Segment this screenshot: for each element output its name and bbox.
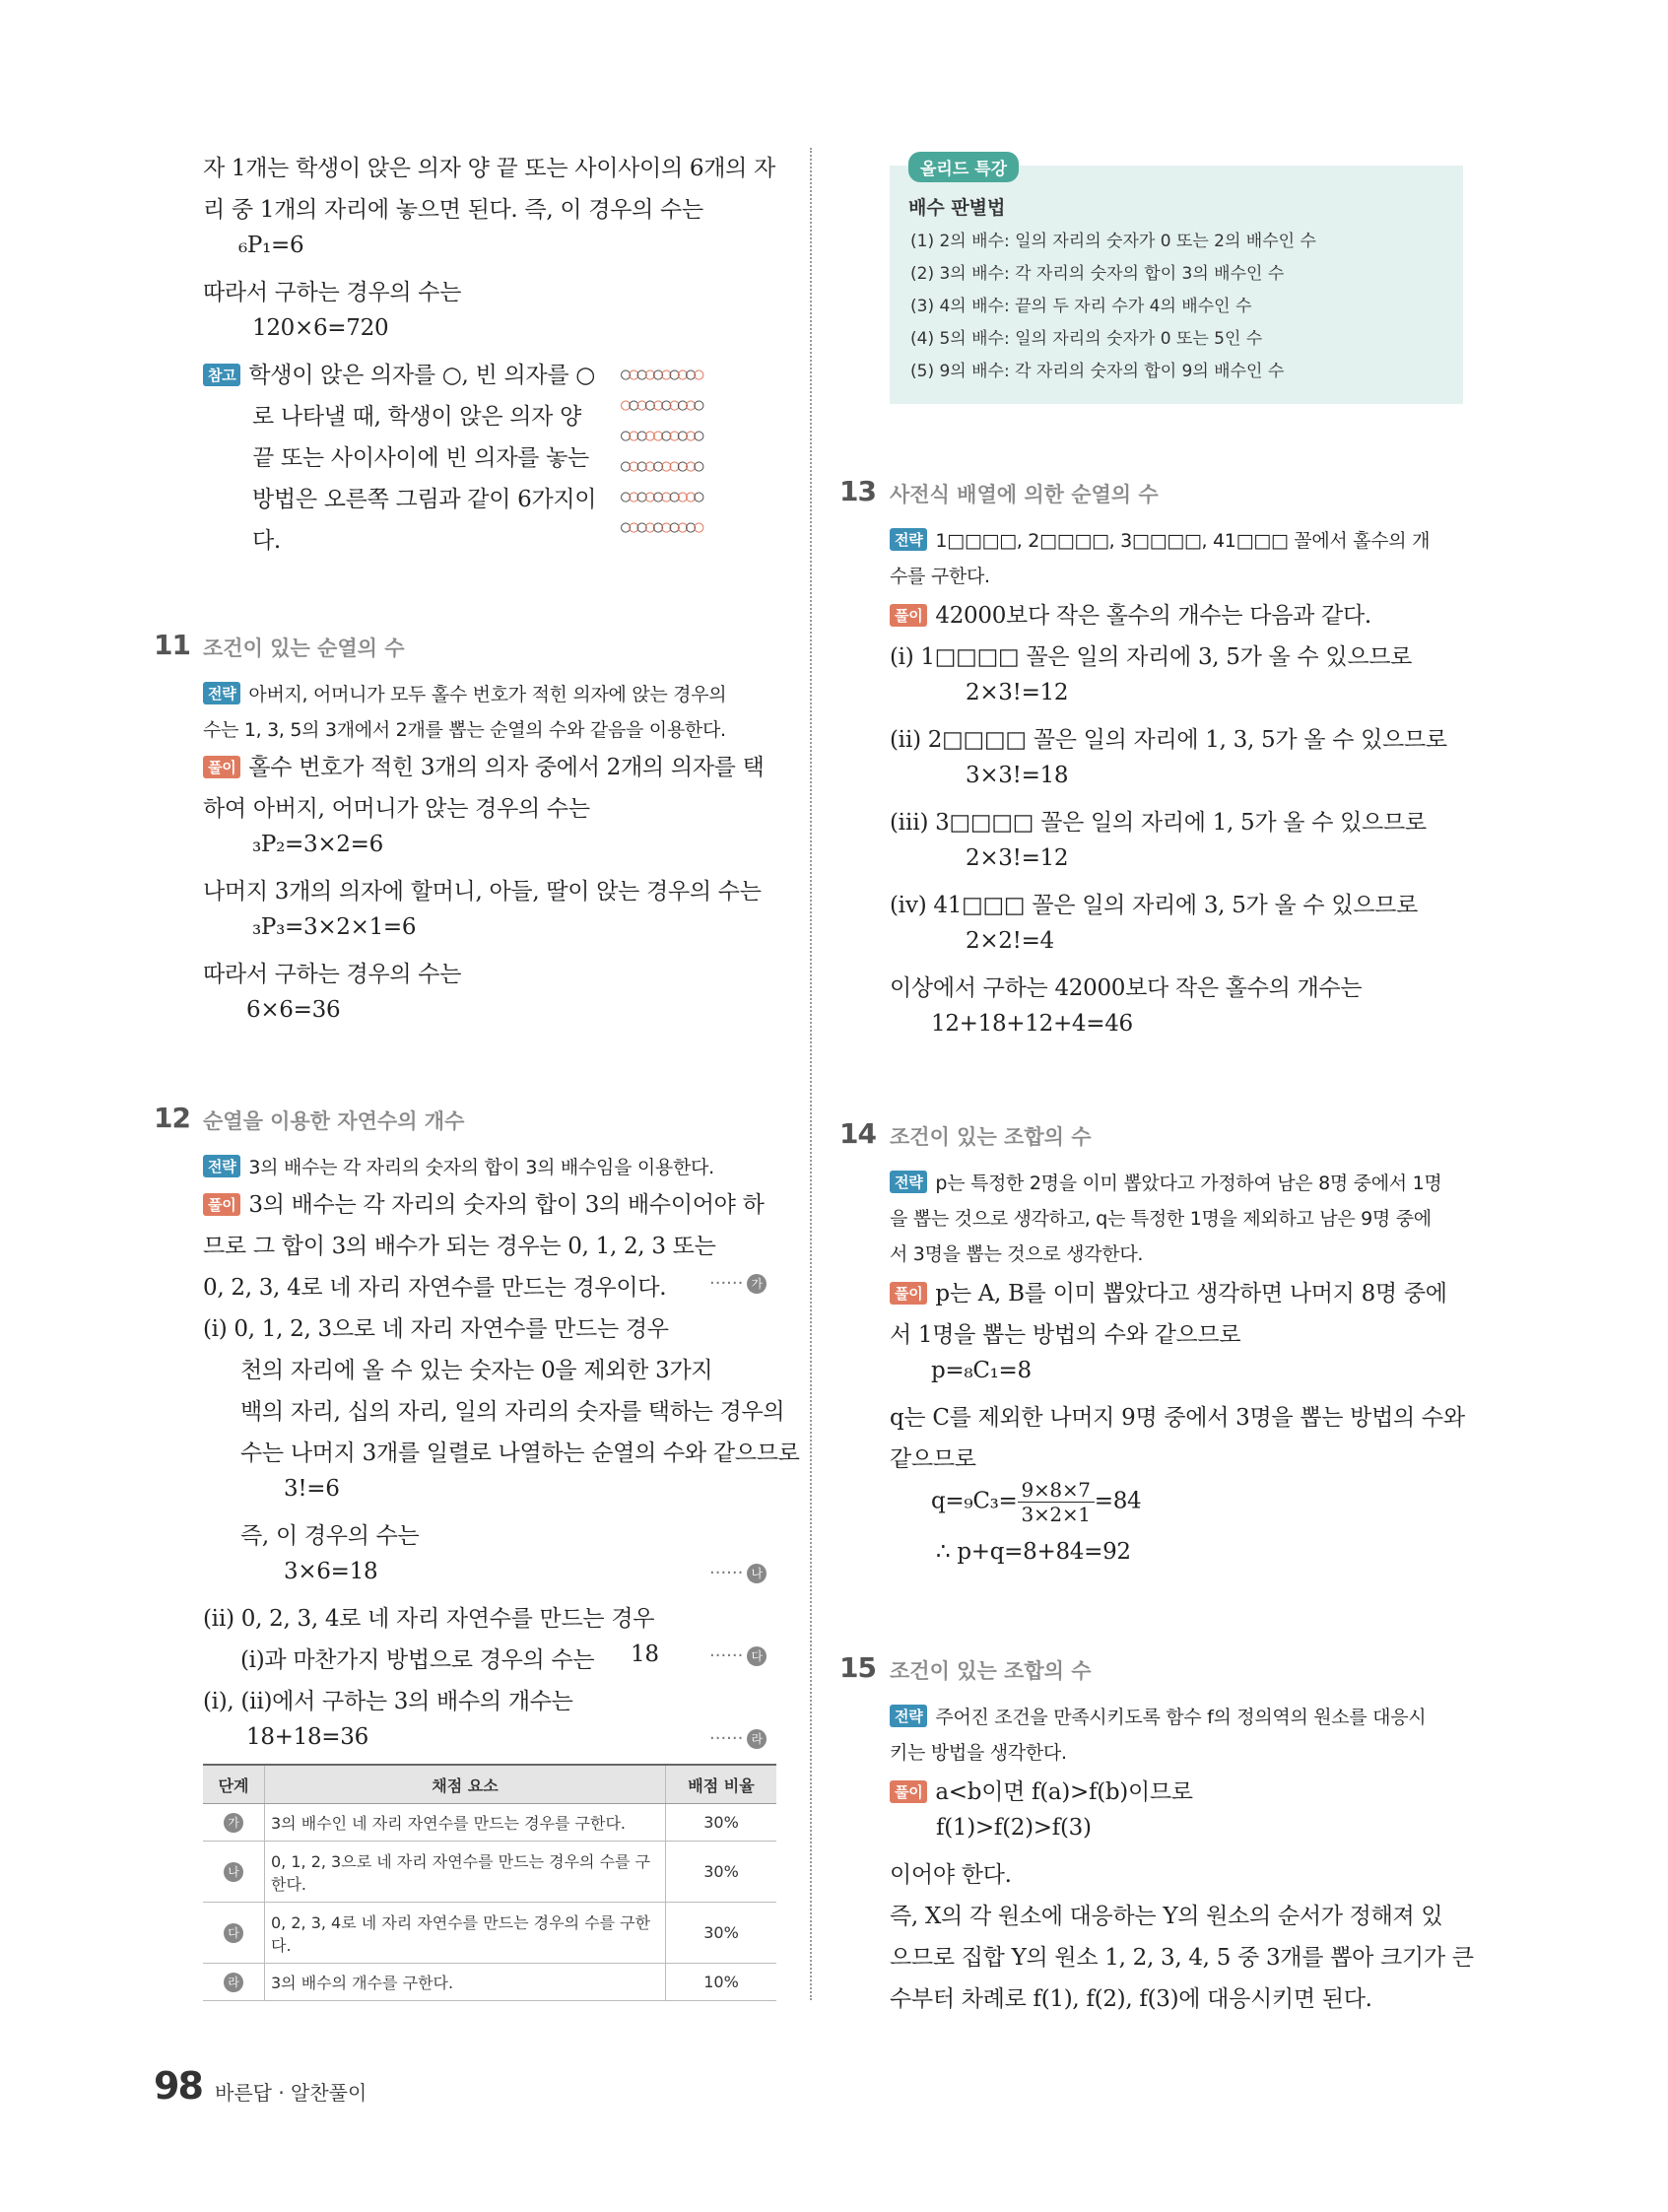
solution-line: (ⅰ) 1□□□□ 꼴은 일의 자리에 3, 5가 올 수 있으므로 bbox=[890, 644, 1413, 670]
solution-line: (ⅰ), (ⅱ)에서 구하는 3의 배수의 개수는 bbox=[203, 1689, 573, 1714]
solution-line: 풀이 42000보다 작은 홀수의 개수는 다음과 같다. bbox=[890, 597, 1371, 630]
solution-line: (ⅳ) 41□□□ 꼴은 일의 자리에 3, 5가 올 수 있으므로 bbox=[890, 893, 1418, 918]
note-line: 다. bbox=[252, 528, 281, 554]
question-number: 13 bbox=[839, 475, 876, 507]
grading-table bbox=[203, 1764, 776, 2001]
page-number: 98 bbox=[154, 2064, 202, 2108]
solution-line: 천의 자리에 올 수 있는 숫자는 0을 제외한 3가지 bbox=[240, 1358, 713, 1383]
solution-line: 풀이 3의 배수는 각 자리의 숫자의 합이 3의 배수이어야 하 bbox=[203, 1186, 765, 1219]
equation: 120×6=720 bbox=[252, 315, 389, 341]
equation: p=₈C₁=8 bbox=[931, 1358, 1032, 1383]
question-number: 14 bbox=[839, 1117, 876, 1150]
table-row bbox=[203, 1964, 776, 2001]
ratio-cell: 10% bbox=[666, 1964, 777, 2001]
solution-line: 즉, X의 각 원소에 대응하는 Y의 원소의 순서가 정해져 있 bbox=[890, 1904, 1443, 1929]
question-number: 12 bbox=[154, 1102, 190, 1134]
note-tag: 참고 bbox=[203, 364, 240, 386]
table-row bbox=[203, 1842, 776, 1903]
info-item: (2) 3의 배수: 각 자리의 숫자의 합이 3의 배수인 수 bbox=[910, 264, 1285, 284]
fraction: $\frac{9\times 8\times 7}{3\times 2\times 1}$ bbox=[1018, 1478, 1095, 1526]
solution-line: (ⅰ)과 마찬가지 방법으로 경우의 수는 bbox=[240, 1647, 595, 1673]
step-marker: ······ 다 bbox=[709, 1645, 767, 1666]
step-cell: 나 bbox=[203, 1842, 265, 1903]
strategy-line: 수를 구한다. bbox=[890, 566, 990, 587]
text-line: 따라서 구하는 경우의 수는 bbox=[203, 280, 462, 305]
equation: q=₉C₃= $\frac{9\times 8\times 7}{3\times 2\times 1}$ =84 bbox=[931, 1478, 1142, 1526]
strategy-line: 서 3명을 뽑는 것으로 생각한다. bbox=[890, 1243, 1144, 1265]
solution-line: (ⅰ) 0, 1, 2, 3으로 네 자리 자연수를 만드는 경우 bbox=[203, 1316, 669, 1342]
question-title: 조건이 있는 조합의 수 bbox=[890, 1659, 1092, 1683]
question-title: 순열을 이용한 자연수의 개수 bbox=[203, 1109, 465, 1133]
question-number: 15 bbox=[839, 1651, 876, 1684]
solution-line: 같으므로 bbox=[890, 1446, 976, 1472]
note-line: 참고 학생이 앉은 의자를 ○, 빈 의자를 ○ bbox=[203, 357, 595, 389]
info-item: (4) 5의 배수: 일의 자리의 숫자가 0 또는 5인 수 bbox=[910, 329, 1263, 349]
info-title: 배수 판별법 bbox=[908, 197, 1006, 219]
solution-tag: 풀이 bbox=[890, 604, 927, 627]
solution-line: (ⅲ) 3□□□□ 꼴은 일의 자리에 1, 5가 올 수 있으므로 bbox=[890, 810, 1427, 836]
column-divider bbox=[810, 148, 812, 2000]
solution-line: 즉, 이 경우의 수는 bbox=[240, 1523, 420, 1549]
equation: ₃P₃=3×2×1=6 bbox=[252, 914, 417, 940]
seat-diagram: ○○○○○○○○○○ ○○○○○○○○○○ ○○○○○○○○○○ ○○○○○○○○○○ ○○○○○○○○○○ ○○○○○○○○○○ bbox=[621, 365, 702, 537]
table-header: 배점 비율 bbox=[666, 1765, 777, 1804]
info-item: (3) 4의 배수: 끝의 두 자리 수가 4의 배수인 수 bbox=[910, 297, 1252, 316]
equation: 2×3!=12 bbox=[966, 845, 1069, 871]
item-cell: 0, 1, 2, 3으로 네 자리 자연수를 만드는 경우의 수를 구한다. bbox=[265, 1842, 666, 1903]
solution-line: 나머지 3개의 의자에 할머니, 아들, 딸이 앉는 경우의 수는 bbox=[203, 879, 762, 905]
solution-line: (ⅱ) 0, 2, 3, 4로 네 자리 자연수를 만드는 경우 bbox=[203, 1606, 655, 1632]
item-cell: 3의 배수의 개수를 구한다. bbox=[265, 1964, 666, 2001]
info-item: (1) 2의 배수: 일의 자리의 숫자가 0 또는 2의 배수인 수 bbox=[910, 232, 1316, 251]
equation: 18 bbox=[631, 1642, 659, 1667]
strategy-line: 전략 1□□□□, 2□□□□, 3□□□□, 41□□□ 꼴에서 홀수의 개 bbox=[890, 526, 1430, 553]
table-header-row bbox=[203, 1765, 776, 1804]
strategy-tag: 전략 bbox=[890, 1705, 927, 1727]
info-tab: 올리드 특강 bbox=[908, 152, 1019, 182]
equation: ₆P₁=6 bbox=[238, 233, 304, 258]
equation: 3!=6 bbox=[284, 1476, 340, 1502]
ratio-cell: 30% bbox=[666, 1903, 777, 1964]
item-cell: 0, 2, 3, 4로 네 자리 자연수를 만드는 경우의 수를 구한다. bbox=[265, 1903, 666, 1964]
step-marker: ······ 라 bbox=[709, 1728, 767, 1749]
equation: 18+18=36 bbox=[246, 1724, 368, 1750]
equation: 3×6=18 bbox=[284, 1559, 378, 1584]
equation: 3×3!=18 bbox=[966, 763, 1069, 788]
equation: ∴ p+q=8+84=92 bbox=[936, 1539, 1131, 1565]
equation: 6×6=36 bbox=[246, 997, 341, 1023]
step-cell: 다 bbox=[203, 1903, 265, 1964]
equation: 2×2!=4 bbox=[966, 928, 1054, 954]
item-cell: 3의 배수인 네 자리 자연수를 만드는 경우를 구한다. bbox=[265, 1804, 666, 1842]
solution-line: 풀이 p는 A, B를 이미 뽑았다고 생각하면 나머지 8명 중에 bbox=[890, 1275, 1447, 1307]
solution-line: 서 1명을 뽑는 방법의 수와 같으므로 bbox=[890, 1322, 1241, 1348]
footer-label: 바른답 · 알찬풀이 bbox=[215, 2081, 367, 2105]
solution-line: q는 C를 제외한 나머지 9명 중에서 3명을 뽑는 방법의 수와 bbox=[890, 1405, 1465, 1431]
strategy-line: 수는 1, 3, 5의 3개에서 2개를 뽑는 순열의 수와 같음을 이용한다. bbox=[203, 719, 726, 741]
solution-tag: 풀이 bbox=[203, 1193, 240, 1216]
strategy-line: 전략 아버지, 어머니가 모두 홀수 번호가 적힌 의자에 앉는 경우의 bbox=[203, 680, 726, 706]
strategy-tag: 전략 bbox=[203, 682, 240, 704]
info-item: (5) 9의 배수: 각 자리의 숫자의 합이 9의 배수인 수 bbox=[910, 362, 1285, 381]
equation: 12+18+12+4=46 bbox=[931, 1011, 1133, 1037]
solution-tag: 풀이 bbox=[203, 756, 240, 778]
solution-line: 으므로 집합 Y의 원소 1, 2, 3, 4, 5 중 3개를 뽑아 크기가 큰 bbox=[890, 1945, 1474, 1971]
ratio-cell: 30% bbox=[666, 1804, 777, 1842]
solution-line: 수부터 차례로 f(1), f(2), f(3)에 대응시키면 된다. bbox=[890, 1986, 1372, 2012]
solution-line: 하여 아버지, 어머니가 앉는 경우의 수는 bbox=[203, 796, 590, 822]
strategy-tag: 전략 bbox=[890, 1171, 927, 1193]
solution-line: 따라서 구하는 경우의 수는 bbox=[203, 962, 462, 987]
solution-line: 이어야 한다. bbox=[890, 1862, 1012, 1888]
text-line: 자 1개는 학생이 앉은 의자 양 끝 또는 사이사이의 6개의 자 bbox=[203, 156, 775, 181]
solution-line: 수는 나머지 3개를 일렬로 나열하는 순열의 수와 같으므로 bbox=[240, 1441, 800, 1466]
note-line: 로 나타낼 때, 학생이 앉은 의자 양 bbox=[252, 404, 582, 430]
question-title: 조건이 있는 조합의 수 bbox=[890, 1125, 1092, 1149]
solution-line: 므로 그 합이 3의 배수가 되는 경우는 0, 1, 2, 3 또는 bbox=[203, 1234, 716, 1259]
step-cell: 가 bbox=[203, 1804, 265, 1842]
solution-line: 0, 2, 3, 4로 네 자리 자연수를 만드는 경우이다. bbox=[203, 1275, 667, 1301]
question-number: 11 bbox=[154, 629, 190, 661]
solution-line: 풀이 홀수 번호가 적힌 3개의 의자 중에서 2개의 의자를 택 bbox=[203, 749, 765, 781]
note-line: 끝 또는 사이사이에 빈 의자를 놓는 bbox=[252, 445, 589, 471]
strategy-line: 전략 주어진 조건을 만족시키도록 함수 f의 정의역의 원소를 대응시 bbox=[890, 1703, 1426, 1729]
table-header: 단계 bbox=[203, 1765, 265, 1804]
table-header: 채점 요소 bbox=[265, 1765, 666, 1804]
text-line: 리 중 1개의 자리에 놓으면 된다. 즉, 이 경우의 수는 bbox=[203, 197, 703, 223]
equation: f(1)>f(2)>f(3) bbox=[936, 1815, 1092, 1841]
strategy-line: 을 뽑는 것으로 생각하고, q는 특정한 1명을 제외하고 남은 9명 중에 bbox=[890, 1208, 1432, 1230]
table-row bbox=[203, 1903, 776, 1964]
ratio-cell: 30% bbox=[666, 1842, 777, 1903]
strategy-line: 키는 방법을 생각한다. bbox=[890, 1742, 1067, 1764]
strategy-tag: 전략 bbox=[203, 1155, 240, 1177]
note-line: 방법은 오른쪽 그림과 같이 6가지이 bbox=[252, 487, 597, 512]
solution-line: 풀이 a<b이면 f(a)>f(b)이므로 bbox=[890, 1774, 1193, 1806]
step-marker: ······ 나 bbox=[709, 1563, 767, 1583]
solution-tag: 풀이 bbox=[890, 1780, 927, 1803]
equation: 2×3!=12 bbox=[966, 680, 1069, 705]
solution-tag: 풀이 bbox=[890, 1282, 927, 1305]
solution-line: 이상에서 구하는 42000보다 작은 홀수의 개수는 bbox=[890, 975, 1363, 1001]
table-row bbox=[203, 1804, 776, 1842]
strategy-line: 전략 p는 특정한 2명을 이미 뽑았다고 가정하여 남은 8명 중에서 1명 bbox=[890, 1169, 1441, 1195]
step-cell: 라 bbox=[203, 1964, 265, 2001]
solution-line: (ⅱ) 2□□□□ 꼴은 일의 자리에 1, 3, 5가 올 수 있으므로 bbox=[890, 727, 1447, 753]
step-marker: ······ 가 bbox=[709, 1273, 767, 1294]
strategy-tag: 전략 bbox=[890, 528, 927, 551]
equation: ₃P₂=3×2=6 bbox=[252, 832, 383, 857]
strategy-line: 전략 3의 배수는 각 자리의 숫자의 합이 3의 배수임을 이용한다. bbox=[203, 1153, 714, 1179]
question-title: 조건이 있는 순열의 수 bbox=[203, 637, 405, 660]
solution-line: 백의 자리, 십의 자리, 일의 자리의 숫자를 택하는 경우의 bbox=[240, 1399, 785, 1425]
question-title: 사전식 배열에 의한 순열의 수 bbox=[890, 483, 1159, 506]
